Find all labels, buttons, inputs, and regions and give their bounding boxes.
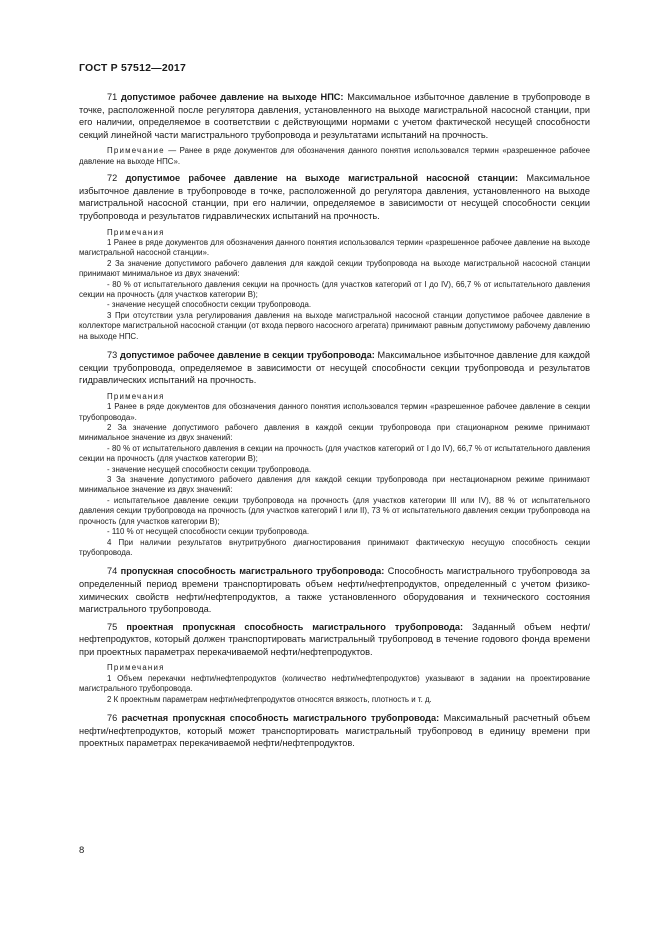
notes-75: [79, 663, 590, 705]
term-definition: Заданный объем нефти/нефтепродуктов, который должен транспортировать магистральный трубопровод в течение годового фонда времени при проектных параметрах перекачиваемой нефти/нефтепродуктов.: [79, 621, 590, 657]
note-item: 2 К проектным параметрам нефти/нефтепродуктов относятся вязкость, плотность и т. д.: [107, 694, 432, 704]
note-item: - 80 % от испытательного давления секции на прочность (для участков категорий от I до IV), 66,7 % от испытательного давления секции на прочность (для участков категории В);: [79, 279, 590, 299]
term-title: расчетная пропускная способность магистрального трубопровода:: [121, 713, 440, 724]
notes-label: Примечания: [107, 663, 165, 673]
term-number: 73: [107, 350, 118, 361]
note-71: [79, 146, 590, 167]
note-item: - испытательное давление секции трубопровода на прочность (для участков категории III или IV), 88 % от испытательного давления секции трубопровода на прочность (для участков категорий I или II), 73 % от испытательного давления секции трубопровода на прочность (для участков категории В);: [79, 495, 590, 526]
term-definition: Максимальное избыточное давление для каждой секции трубопровода, определяемое в зависимости от несущей способности секции трубопровода и результатов гидравлических испытаний на прочность.: [79, 350, 591, 386]
note-item: 1 Ранее в ряде документов для обозначения данного понятия использовался термин «разрешенное рабочее давление в секции трубопровода».: [79, 402, 590, 422]
term-75: [79, 621, 590, 659]
note-item: 1 Ранее в ряде документов для обозначения данного понятия использовался термин «разрешенное рабочее давление на выходе магистральной насосной станции».: [79, 237, 590, 258]
note-item: 2 За значение допустимого рабочего давления в каждой секции трубопровода при стационарном режиме принимают минимальное значение из двух значений:: [79, 423, 590, 443]
term-title: допустимое рабочее давление на выходе магистральной насосной станции:: [125, 173, 519, 184]
term-73: [79, 349, 590, 387]
note-label: Примечание: [107, 146, 165, 156]
notes-label: Примечания: [107, 227, 165, 237]
term-title: допустимое рабочее давление в секции трубопровода:: [119, 350, 375, 361]
note-item: - 110 % от несущей способности секции трубопровода.: [107, 527, 310, 537]
term-number: 74: [107, 566, 118, 577]
term-number: 75: [107, 621, 118, 632]
notes-72: [79, 228, 590, 342]
note-item: - значение несущей способности секции трубопровода.: [107, 464, 312, 474]
term-71: [79, 91, 590, 141]
term-74: [79, 565, 590, 615]
term-definition: Максимальное избыточное давление в трубопроводе в точке, расположенной после регулятора давления, установленного на выходе магистральной насосной станции, при его наличии, определяемое в соответствии с действующими нормами с учетом фактической несущей способности секций линейной части магистрального трубопровода и результатами испытаний на прочность.: [79, 92, 590, 140]
term-definition: Максимальный расчетный объем нефти/нефтепродуктов, который может транспортировать магистральный трубопровод в единицу времени при проектных параметрах перекачиваемой нефти/нефтепродуктов.: [79, 713, 591, 749]
note-item: 4 При наличии результатов внутритрубного диагностирования принимают фактическую несущую способность секции трубопровода.: [79, 537, 590, 557]
page-number: 8: [79, 845, 85, 856]
note-text: — Ранее в ряде документов для обозначения данного понятия использовался термин «разрешенное рабочее давление на выходе НПС».: [79, 146, 590, 166]
term-number: 76: [107, 713, 118, 724]
notes-73: [79, 392, 590, 559]
term-title: пропускная способность магистрального трубопровода:: [120, 566, 385, 577]
term-number: 71: [107, 92, 118, 102]
note-item: 1 Объем перекачки нефти/нефтепродуктов (количество нефти/нефтепродуктов) указывают в задании на проектирование магистрального трубопровода.: [79, 673, 590, 694]
term-number: 72: [107, 173, 118, 184]
term-title: допустимое рабочее давление на выходе НПС:: [120, 92, 344, 102]
term-title: проектная пропускная способность магистрального трубопровода:: [126, 621, 464, 632]
note-item: - 80 % от испытательного давления в секции на прочность (для участков категорий от I до IV), 66,7 % от испытательного давления секции на прочность (для участков категории В);: [79, 443, 590, 464]
term-72: [79, 172, 590, 222]
note-item: - значение несущей способности секции трубопровода.: [107, 300, 312, 310]
term-definition: Максимальное избыточное давление в трубопроводе в точке, расположенной до регулятора давления, установленного на выходе магистральной насосной станции, при его наличии, определяемое в зависимости от несущей способности секции трубопровода и результатов гидравлических испытаний на прочность.: [79, 173, 590, 221]
notes-label: Примечания: [107, 391, 165, 401]
document-body: [79, 91, 590, 755]
document-header: ГОСТ Р 57512—2017: [79, 62, 187, 74]
term-76: [79, 712, 590, 750]
note-item: 2 За значение допустимого рабочего давления для каждой секции трубопровода на выходе магистральной насосной станции принимают минимальное из двух значений:: [79, 258, 590, 279]
note-item: 3 За значение допустимого рабочего давления для каждой секции трубопровода при нестационарном режиме принимают минимальное значение из двух значений:: [79, 475, 590, 495]
term-definition: Способность магистрального трубопровода за определенный период времени транспортировать объем нефти/нефтепродуктов, определенный с учетом физико-химических свойств нефти/нефтепродуктов, а также установленного оборудования и технического состояния магистрального трубопровода.: [79, 566, 590, 615]
note-item: 3 При отсутствии узла регулирования давления на выходе магистральной насосной станции допустимое рабочее давление в коллекторе магистральной насосной станции (от входа первого насосного агрегата) принимают равным допустимому рабочему давлению на выходе НПС.: [79, 310, 590, 341]
